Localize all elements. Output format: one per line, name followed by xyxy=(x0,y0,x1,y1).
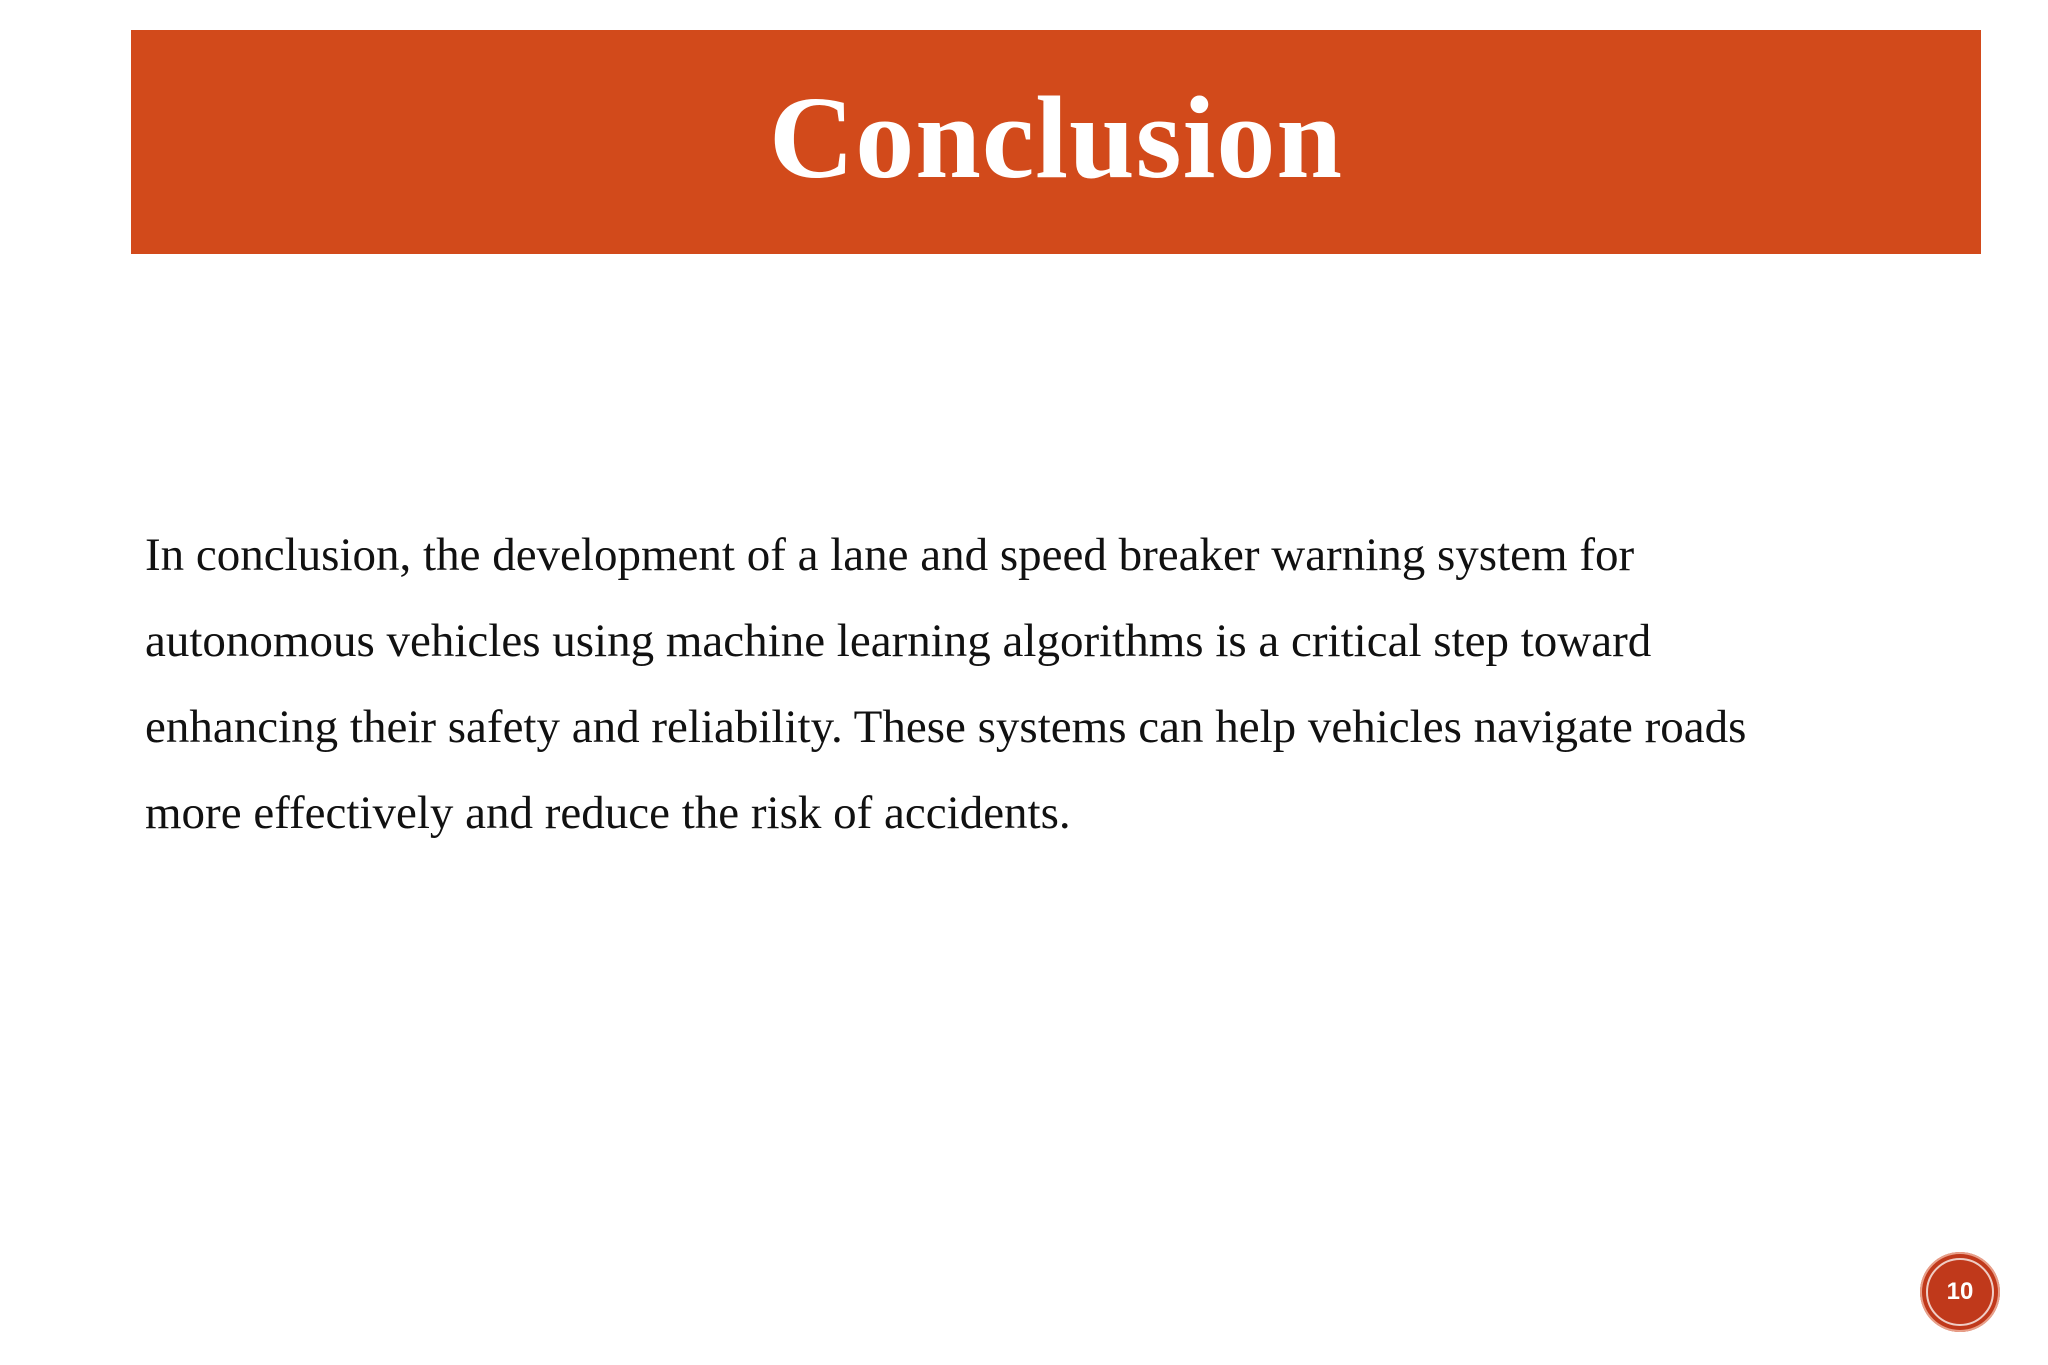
body-line: In conclusion, the development of a lane and speed breaker warning system for xyxy=(145,529,1635,581)
body-paragraph xyxy=(145,512,1905,856)
slide-title: Conclusion xyxy=(769,72,1343,203)
title-banner xyxy=(131,30,1981,254)
body-line: enhancing their safety and reliability. These systems can help vehicles navigate roads xyxy=(145,701,1747,753)
body-line: more effectively and reduce the risk of accidents. xyxy=(145,787,1071,839)
page-number-badge xyxy=(1920,1252,2000,1332)
body-line: autonomous vehicles using machine learning algorithms is a critical step toward xyxy=(145,615,1652,667)
page-number: 10 xyxy=(1946,1278,1974,1305)
